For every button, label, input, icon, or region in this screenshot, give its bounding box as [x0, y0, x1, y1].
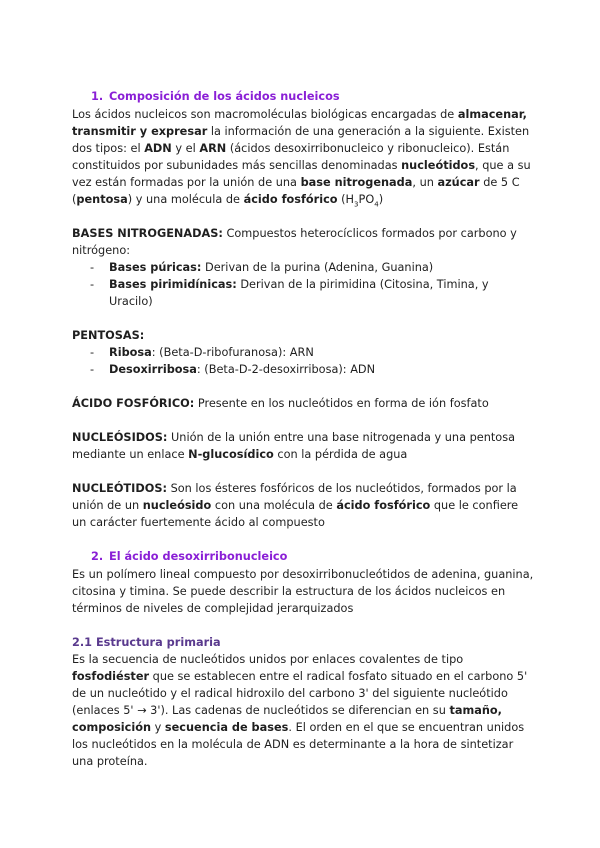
text-run: ) y una molécula de — [127, 193, 244, 206]
section-1-heading — [91, 88, 534, 105]
spacer — [72, 531, 534, 548]
text-run: y — [151, 721, 165, 734]
list-item-term: Bases púricas: — [109, 261, 202, 274]
text-run: la información de una generación a la siguiente. Existen dos tipos: el — [72, 125, 530, 155]
pentosas-heading-text: PENTOSAS: — [72, 329, 145, 342]
section-2-title: El ácido desoxirribonucleico — [109, 550, 288, 563]
section-2-intro: Es un polímero lineal compuesto por desoxirribonucleótidos de adenina, guanina, citosina y timina. Se puede describir la estructura de los ácidos nucleicos en términos de niveles de complejidad jerarquizados — [72, 568, 534, 615]
nucleosidos-paragraph — [72, 429, 534, 463]
list-item — [72, 361, 534, 378]
section-2-1-body — [72, 651, 534, 770]
bases-paragraph — [72, 225, 534, 259]
section-1-intro — [72, 106, 534, 208]
bold-term: NUCLEÓSIDOS: — [72, 431, 168, 444]
section-2-number: 2. — [91, 550, 104, 563]
text-run: y el — [171, 142, 200, 155]
spacer — [72, 310, 534, 327]
text-run: que le confiere un carácter fuertemente ácido al compuesto — [72, 499, 519, 529]
bold-term: nucleósido — [142, 499, 212, 512]
list-item-desc: Derivan de la pirimidina (Citosina, Timina, y Uracilo) — [109, 278, 489, 308]
list-item — [72, 259, 534, 276]
list-item — [72, 276, 534, 310]
text-run: Presente en los nucleótidos en forma de ión fosfato — [194, 397, 489, 410]
bases-list — [72, 259, 534, 310]
pentosas-heading — [72, 327, 534, 344]
bases-heading: BASES NITROGENADAS: — [72, 227, 223, 240]
section-2-1-heading: 2.1 Estructura primaria — [72, 636, 221, 649]
document-content — [72, 88, 534, 770]
list-item-desc: : (Beta-D-ribofuranosa): ARN — [151, 346, 314, 359]
bold-term: ARN — [199, 142, 227, 155]
text-run: (H — [337, 193, 355, 206]
text-run: de 5 C ( — [72, 176, 520, 206]
text-run: , que a su vez están formadas por la unión de una — [72, 159, 531, 189]
list-item-term: Bases pirimidínicas: — [109, 278, 237, 291]
bases-text: Compuestos heterocíclicos formados por carbono y nitrógeno: — [72, 227, 517, 257]
section-2-heading — [91, 548, 534, 565]
subscript: 4 — [374, 200, 379, 209]
spacer — [72, 378, 534, 395]
bold-term: tamaño, composición — [72, 704, 502, 734]
nucleotidos-paragraph — [72, 480, 534, 531]
text-run: con una molécula de — [211, 499, 337, 512]
text-run: . El orden en el que se encuentran unidos los nucleótidos en la molécula de ADN es determinante a la hora de sintetizar una proteína. — [72, 721, 525, 768]
spacer — [72, 412, 534, 429]
text-run: Los ácidos nucleicos son macromoléculas biológicas encargadas de — [72, 108, 458, 121]
bold-term: pentosa — [76, 193, 128, 206]
list-item-desc: : (Beta-D-2-desoxirribosa): ADN — [196, 363, 376, 376]
spacer — [72, 463, 534, 480]
text-run: con la pérdida de agua — [273, 448, 408, 461]
text-run: Es la secuencia de nucleótidos unidos por enlaces covalentes de tipo — [72, 653, 464, 666]
bold-term: ácido fosfórico — [243, 193, 338, 206]
spacer — [72, 208, 534, 225]
bold-term: ADN — [144, 142, 172, 155]
spacer — [72, 617, 534, 634]
list-item-term: Ribosa — [109, 346, 152, 359]
bold-term: azúcar — [437, 176, 480, 189]
text-run: (ácidos desoxirribonucleico y ribonucleico). Están constituidos por subunidades más sencillas denominadas — [72, 142, 510, 172]
bold-term: base nitrogenada — [300, 176, 413, 189]
list-item-term: Desoxirribosa — [109, 363, 197, 376]
subscript: 3 — [354, 200, 359, 209]
list-item-desc: Derivan de la purina (Adenina, Guanina) — [201, 261, 434, 274]
list-item — [72, 344, 534, 361]
bold-term: nucleótidos — [401, 159, 476, 172]
acido-fosforico-paragraph — [72, 395, 534, 412]
bold-term: almacenar, transmitir y expresar — [72, 108, 527, 138]
text-run: PO — [358, 193, 375, 206]
pentosas-list — [72, 344, 534, 378]
text-run: , un — [412, 176, 438, 189]
text-run: Son los ésteres fosfóricos de los nucleótidos, formados por la unión de un — [72, 482, 517, 512]
bold-term: N-glucosídico — [188, 448, 274, 461]
bold-term: secuencia de bases — [164, 721, 289, 734]
text-run: ) — [378, 193, 384, 206]
bold-term: NUCLEÓTIDOS: — [72, 482, 167, 495]
section-1-number: 1. — [91, 90, 104, 103]
bold-term: fosfodiéster — [72, 670, 150, 683]
bold-term: ÁCIDO FOSFÓRICO: — [72, 397, 195, 410]
text-run: que se establecen entre el radical fosfato situado en el carbono 5' de un nucleótido y el radical hidroxilo del carbono 3' del siguiente nucleótido (enlaces 5' → 3'). Las cadenas de nucleótidos se diferencian en su — [72, 670, 528, 717]
text-run: Unión de la unión entre una base nitrogenada y una pentosa mediante un enlace — [72, 431, 516, 461]
bold-term: ácido fosfórico — [336, 499, 431, 512]
section-1-title: Composición de los ácidos nucleicos — [109, 90, 340, 103]
